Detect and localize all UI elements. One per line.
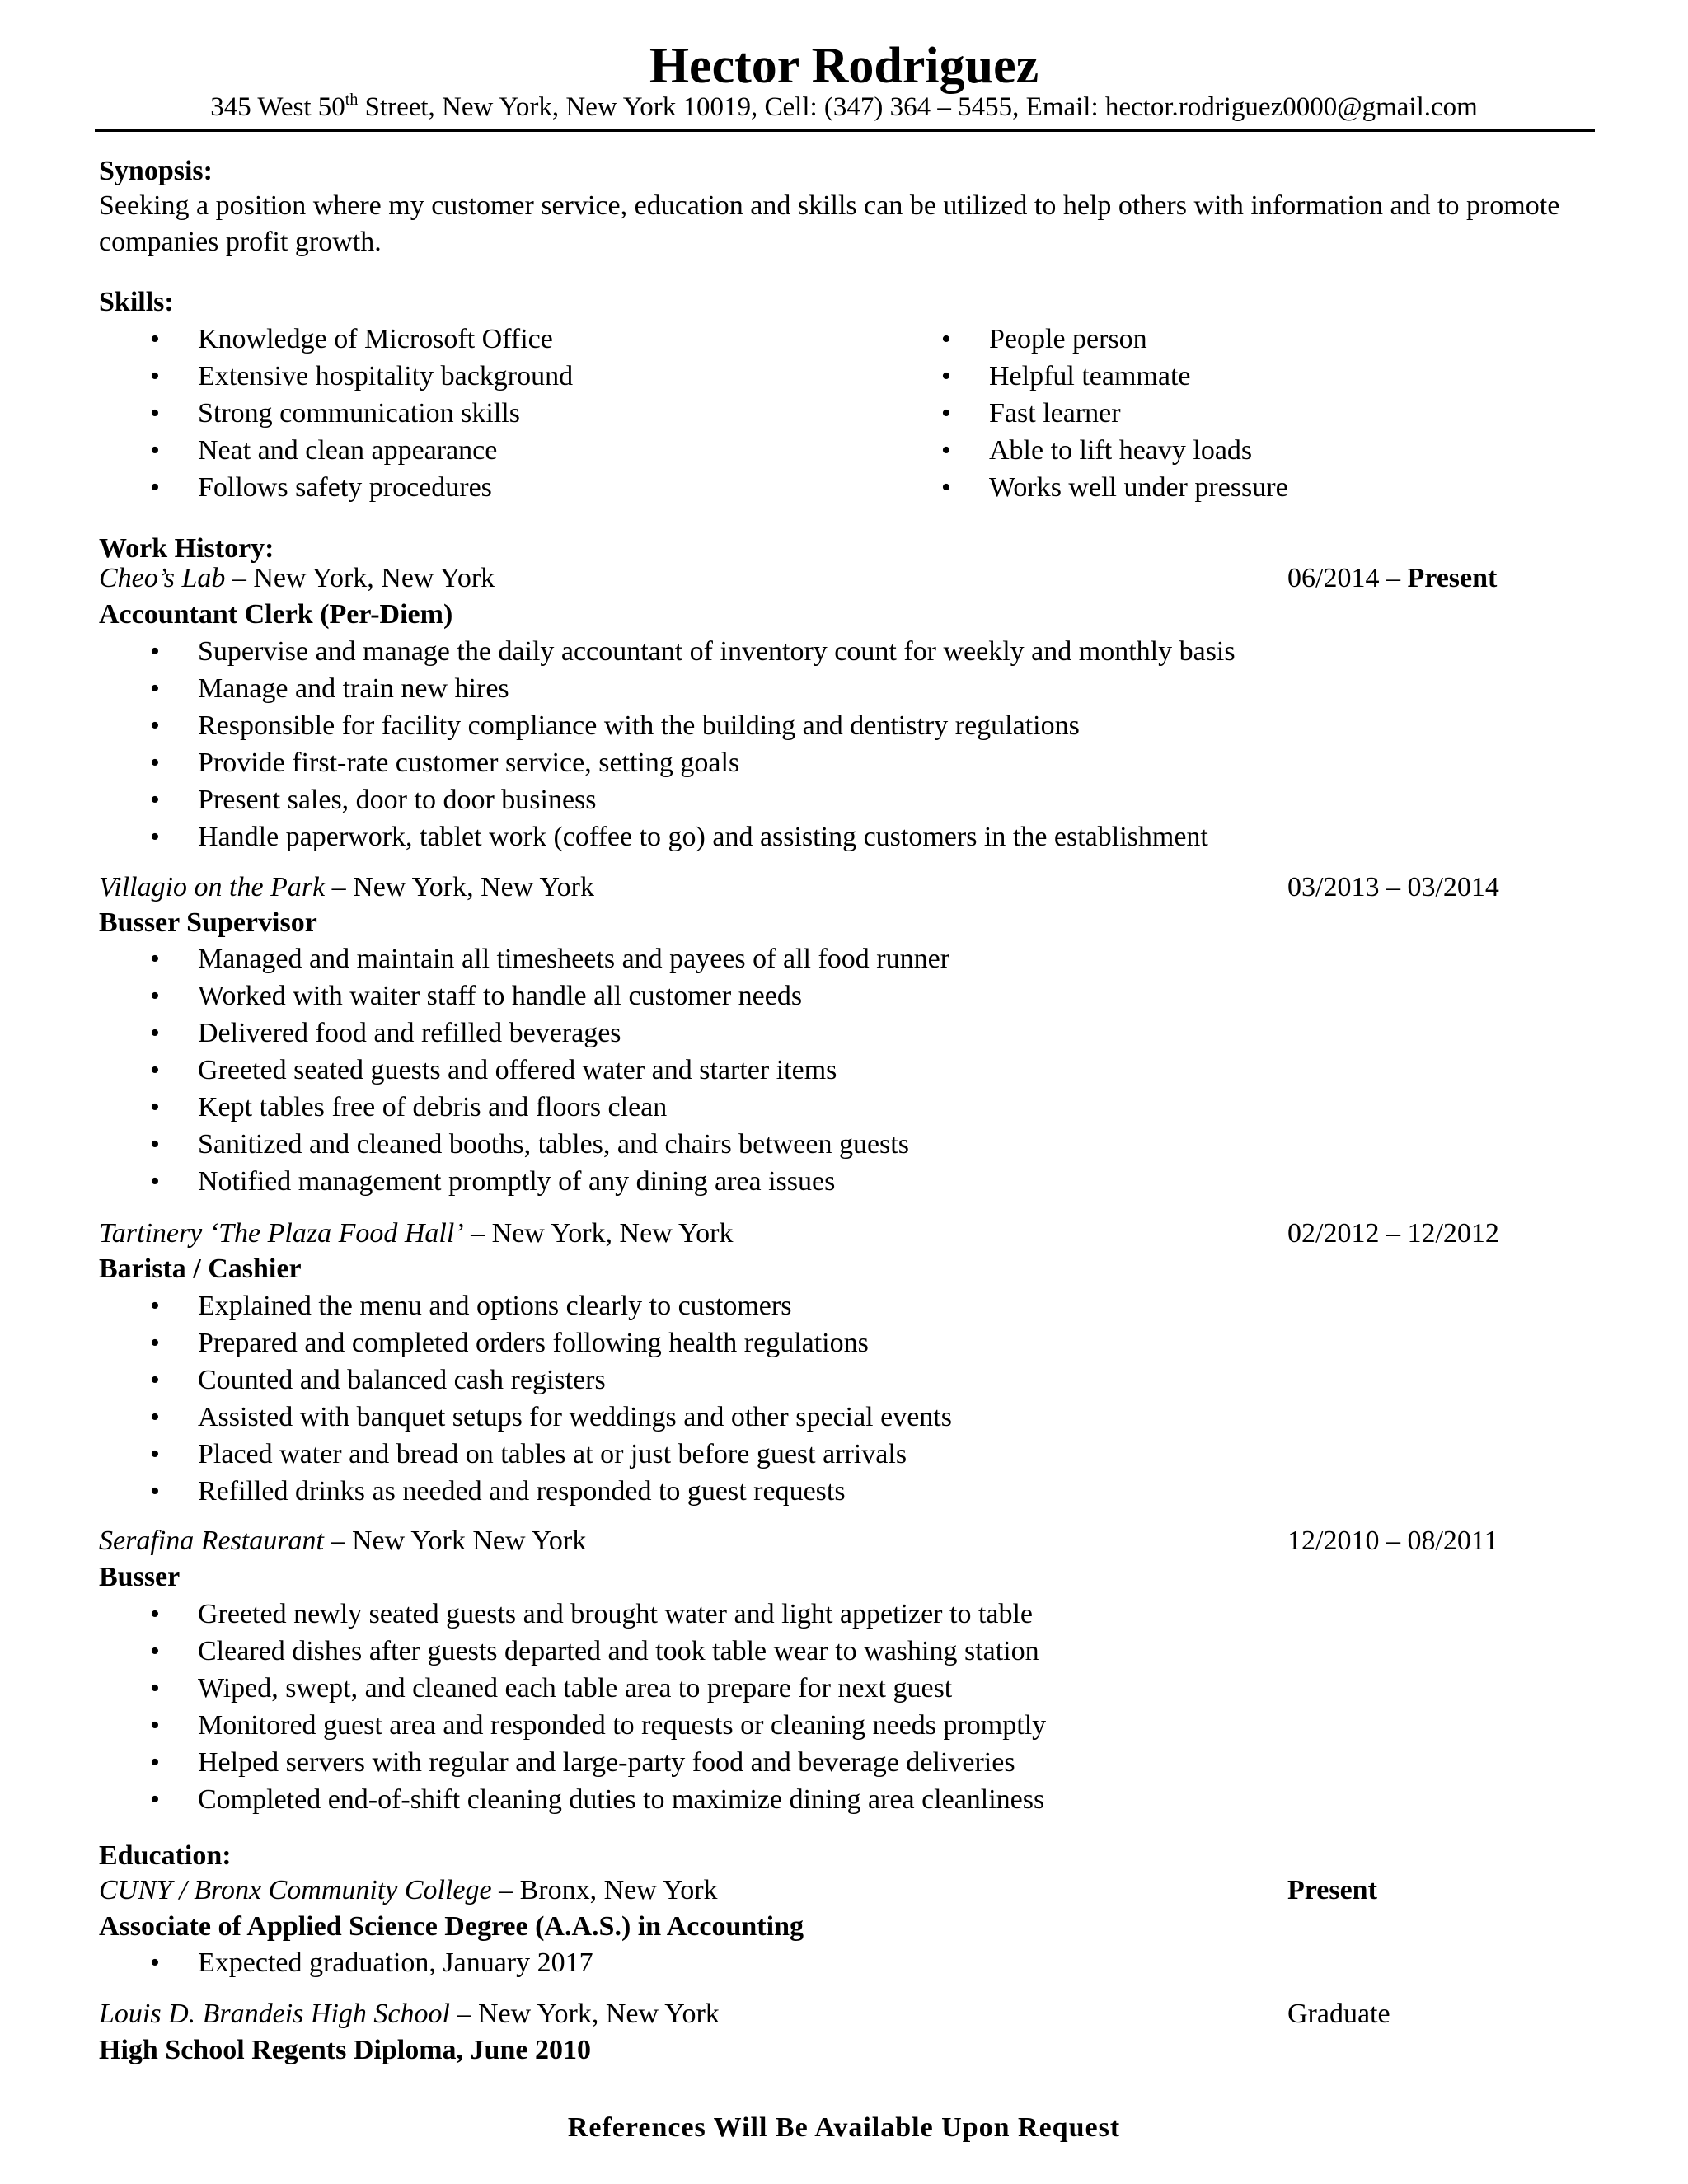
school-name: Louis D. Brandeis High School [99, 1999, 450, 2029]
job-employer: Serafina Restaurant [99, 1526, 324, 1556]
school-line [99, 1996, 720, 2032]
job-duties [99, 940, 950, 1200]
skill-item: • Strong communication skills [99, 395, 573, 432]
job-title: Busser [99, 1562, 181, 1592]
degree-title: Associate of Applied Science Degree (A.A.S.) in Accounting [99, 1911, 804, 1942]
duty-item: • Completed end-of-shift cleaning duties to maximize dining area cleanliness [99, 1781, 1046, 1818]
job-dates [1287, 1216, 1499, 1252]
duty-item: • Assisted with banquet setups for weddings and other special events [99, 1399, 952, 1436]
address-ordinal: th [345, 91, 359, 109]
job-employer-line [99, 1523, 586, 1559]
job-date-end: Present [1407, 563, 1498, 593]
job-duties [99, 633, 1236, 855]
duty-item: • Worked with waiter staff to handle all customer needs [99, 977, 950, 1015]
synopsis-heading: Synopsis: [99, 156, 213, 186]
duty-item: • Explained the menu and options clearly to customers [99, 1287, 952, 1324]
duty-item: • Greeted newly seated guests and brought water and light appetizer to table [99, 1596, 1046, 1633]
applicant-name: Hector Rodriguez [649, 38, 1039, 94]
job-date-start: 06/2014 – [1287, 563, 1408, 593]
duty-item: • Notified management promptly of any dining area issues [99, 1163, 950, 1200]
duty-item: • Delivered food and refilled beverages [99, 1015, 950, 1052]
address-prefix: 345 West 50 [210, 92, 345, 122]
duty-item: • Monitored guest area and responded to requests or cleaning needs promptly [99, 1707, 1046, 1744]
duty-item: • Wiped, swept, and cleaned each table area to prepare for next guest [99, 1670, 1046, 1707]
duty-item: • Responsible for facility compliance with the building and dentistry regulations [99, 707, 1236, 744]
job-duties [99, 1287, 952, 1510]
duty-item: • Supervise and manage the daily accountant of inventory count for weekly and monthly basis [99, 633, 1236, 670]
job-employer-line [99, 560, 495, 597]
job-date-start: 03/2013 – 03/2014 [1287, 872, 1499, 902]
references-note: References Will Be Available Upon Request [567, 2112, 1121, 2143]
job-dates [1287, 1523, 1498, 1559]
skills-list-right [890, 321, 1288, 506]
contact-line [0, 91, 1688, 124]
education-heading: Education: [99, 1840, 232, 1871]
degree-title: High School Regents Diploma, June 2010 [99, 2035, 591, 2065]
duty-item: • Placed water and bread on tables at or just before guest arrivals [99, 1436, 952, 1473]
job-date-start: 12/2010 – 08/2011 [1287, 1526, 1498, 1556]
duty-item: • Prepared and completed orders following health regulations [99, 1324, 952, 1361]
duty-item: • Provide first-rate customer service, setting goals [99, 744, 1236, 781]
header-divider [95, 129, 1595, 132]
skill-item: • Neat and clean appearance [99, 432, 573, 469]
skill-item: • Follows safety procedures [99, 469, 573, 506]
duty-item: • Present sales, door to door business [99, 781, 1236, 818]
skill-item: • Knowledge of Microsoft Office [99, 321, 573, 358]
skills-heading: Skills: [99, 287, 174, 317]
job-dates [1287, 560, 1497, 597]
duty-item: • Greeted seated guests and offered water and starter items [99, 1052, 950, 1089]
job-location: – New York, New York [325, 872, 594, 902]
degree-notes [99, 1944, 593, 1981]
job-location: – New York, New York [225, 563, 495, 593]
job-location: – New York, New York [463, 1218, 734, 1249]
degree-note-item: • Expected graduation, January 2017 [99, 1944, 593, 1981]
duty-item: • Sanitized and cleaned booths, tables, and chairs between guests [99, 1126, 950, 1163]
duty-item: • Helped servers with regular and large-party food and beverage deliveries [99, 1744, 1046, 1781]
school-location: – Bronx, New York [491, 1875, 718, 1905]
duty-item: • Counted and balanced cash registers [99, 1361, 952, 1399]
job-employer: Villagio on the Park [99, 872, 326, 902]
job-title: Busser Supervisor [99, 907, 317, 938]
school-status: Graduate [1287, 1999, 1390, 2029]
job-employer: Cheo’s Lab [99, 563, 226, 593]
job-date-start: 02/2012 – 12/2012 [1287, 1218, 1499, 1249]
address-contact-details: Street, New York, New York 10019, Cell: (347) 364 – 5455, Email: hector.rodriguez0000@gmail.com [358, 92, 1478, 122]
job-dates [1287, 869, 1499, 906]
duty-item: • Cleared dishes after guests departed and took table wear to washing station [99, 1633, 1046, 1670]
skill-item: • People person [890, 321, 1288, 358]
job-title: Accountant Clerk (Per-Diem) [99, 599, 453, 630]
job-title: Barista / Cashier [99, 1254, 302, 1284]
duty-item: • Refilled drinks as needed and responded to guest requests [99, 1473, 952, 1510]
job-location: – New York New York [323, 1526, 587, 1556]
job-employer-line [99, 1216, 733, 1252]
school-line [99, 1872, 718, 1909]
school-status: Present [1287, 1875, 1377, 1905]
school-name: CUNY / Bronx Community College [99, 1875, 492, 1905]
job-employer: Tartinery ‘The Plaza Food Hall’ [99, 1218, 464, 1249]
skill-item: • Works well under pressure [890, 469, 1288, 506]
work-history-heading: Work History: [99, 533, 274, 564]
job-employer-line [99, 869, 594, 906]
job-duties [99, 1596, 1046, 1818]
duty-item: • Manage and train new hires [99, 670, 1236, 707]
duty-item: • Handle paperwork, tablet work (coffee to go) and assisting customers in the establishment [99, 818, 1236, 855]
skill-item: • Extensive hospitality background [99, 358, 573, 395]
duty-item: • Kept tables free of debris and floors clean [99, 1089, 950, 1126]
skill-item: • Helpful teammate [890, 358, 1288, 395]
duty-item: • Managed and maintain all timesheets and payees of all food runner [99, 940, 950, 977]
synopsis-text: Seeking a position where my customer service, education and skills can be utilized to help others with information and to promote companies profit growth. [99, 190, 1560, 257]
skill-item: • Able to lift heavy loads [890, 432, 1288, 469]
skill-item: • Fast learner [890, 395, 1288, 432]
skills-list-left [99, 321, 573, 506]
school-location: – New York, New York [449, 1999, 720, 2029]
